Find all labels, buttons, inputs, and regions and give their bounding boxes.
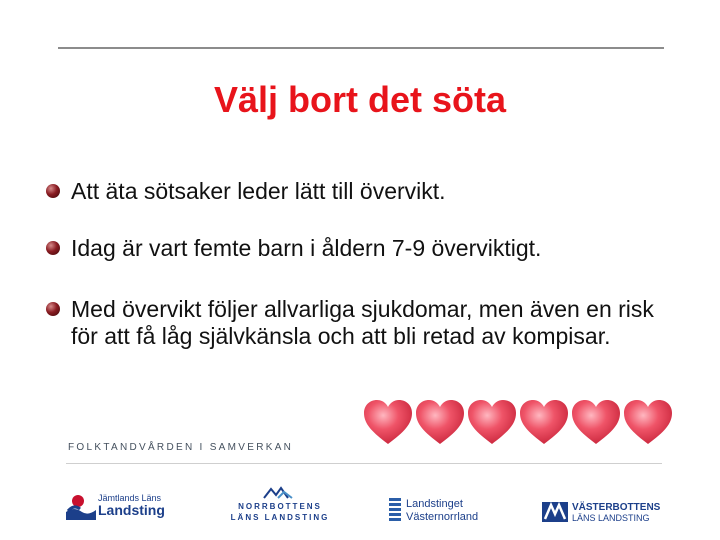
bullet-item bbox=[46, 235, 666, 262]
vasterbotten-emblem-icon bbox=[542, 502, 568, 522]
jamtland-landsting-logo bbox=[66, 490, 196, 524]
top-divider bbox=[58, 47, 664, 49]
candy-heart-icon bbox=[466, 398, 518, 446]
vasterbotten-landsting-logo bbox=[542, 500, 664, 524]
bullet-text: Med övervikt följer allvarliga sjukdomar, men även en risk för att få låg självkänsla och att bli retad av kompisar. bbox=[71, 296, 654, 349]
candy-heart-icon bbox=[518, 398, 570, 446]
norrbotten-line2: LÄNS LANDSTING bbox=[230, 513, 330, 522]
vasternorrland-landsting-logo bbox=[388, 496, 500, 524]
jamtland-emblem-icon bbox=[66, 492, 96, 522]
candy-heart-icon bbox=[414, 398, 466, 446]
vasternorrland-line2: Västernorrland bbox=[406, 511, 479, 523]
candy-hearts-image bbox=[362, 398, 674, 448]
bullet-sphere-icon bbox=[46, 302, 60, 316]
bullet-sphere-icon bbox=[46, 241, 60, 255]
norrbotten-landsting-logo bbox=[224, 486, 334, 526]
candy-heart-icon bbox=[622, 398, 674, 446]
vasternorrland-emblem-icon bbox=[388, 496, 402, 524]
candy-heart-icon bbox=[570, 398, 622, 446]
bullet-item bbox=[46, 178, 666, 205]
jamtland-line1: Jämtlands Läns bbox=[98, 493, 162, 503]
footer-divider bbox=[66, 463, 662, 464]
bullet-text: Att äta sötsaker leder lätt till övervikt. bbox=[71, 178, 446, 204]
bullet-sphere-icon bbox=[46, 184, 60, 198]
vasterbotten-line2: LÄNS LANDSTING bbox=[572, 513, 650, 523]
organization-line: FOLKTANDVÅRDEN I SAMVERKAN bbox=[68, 442, 294, 453]
bullet-text: Idag är vart femte barn i åldern 7-9 överviktigt. bbox=[71, 235, 542, 261]
jamtland-line2: Landsting bbox=[98, 502, 165, 518]
bullet-item bbox=[46, 296, 666, 350]
vasternorrland-line1: Landstinget bbox=[406, 498, 463, 510]
vasterbotten-line1: VÄSTERBOTTENS bbox=[572, 502, 661, 513]
norrbotten-line1: NORRBOTTENS bbox=[238, 502, 322, 511]
bullet-list bbox=[46, 178, 666, 350]
candy-heart-icon bbox=[362, 398, 414, 446]
norrbotten-emblem-icon bbox=[262, 486, 294, 500]
slide-title: Välj bort det söta bbox=[213, 79, 507, 120]
